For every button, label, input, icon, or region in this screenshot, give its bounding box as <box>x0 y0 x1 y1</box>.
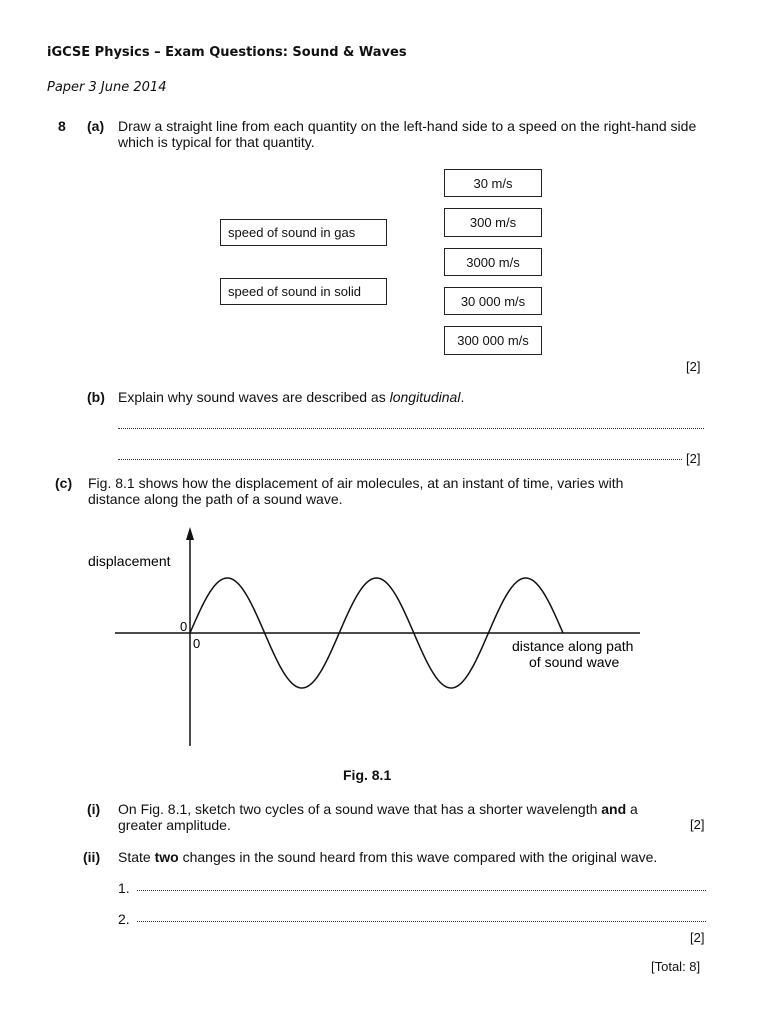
left-box-solid: speed of sound in solid <box>220 278 387 305</box>
paper-subtitle: Paper 3 June 2014 <box>47 80 167 95</box>
x-axis-label-line1: distance along path <box>512 638 634 654</box>
sub-ii-text-end: changes in the sound heard from this wave compared with the original wave. <box>178 849 658 865</box>
part-b-marks: [2] <box>686 451 701 466</box>
x-origin-label: 0 <box>193 636 201 651</box>
y-axis-label: displacement <box>88 553 171 569</box>
answer-label-2: 2. <box>118 911 130 927</box>
right-box-30000: 30 000 m/s <box>444 287 542 315</box>
sub-i-marks: [2] <box>690 817 705 832</box>
part-c-label: (c) <box>55 475 73 491</box>
x-axis-label-line2: of sound wave <box>529 654 620 670</box>
header-title: iGCSE Physics – Exam Questions: Sound & Waves <box>47 45 407 60</box>
sub-ii-text-start: State <box>118 849 155 865</box>
sub-i-text-line1 <box>118 801 638 817</box>
part-b-text-italic: longitudinal <box>389 389 461 405</box>
part-a-text-line2: which is typical for that quantity. <box>118 134 315 150</box>
sub-i-text-end: a <box>626 801 638 817</box>
part-c-text-line2: distance along the path of a sound wave. <box>88 491 343 507</box>
part-a-text-line1: Draw a straight line from each quantity on the left-hand side to a speed on the right-hand side <box>118 118 697 134</box>
sub-ii-text-bold: two <box>154 849 179 865</box>
part-a-marks: [2] <box>686 359 701 374</box>
total-marks: [Total: 8] <box>651 959 701 974</box>
sub-i-text-start: On Fig. 8.1, sketch two cycles of a sound wave that has a shorter wavelength <box>118 801 602 817</box>
sub-ii-marks: [2] <box>690 930 705 945</box>
right-box-300000: 300 000 m/s <box>444 326 542 355</box>
right-box-300: 300 m/s <box>444 208 542 237</box>
part-b-text-start: Explain why sound waves are described as <box>118 389 390 405</box>
sub-i-text-line2: greater amplitude. <box>118 817 231 833</box>
left-box-gas: speed of sound in gas <box>220 219 387 246</box>
part-c-text-line1: Fig. 8.1 shows how the displacement of air molecules, at an instant of time, varies with <box>88 475 624 491</box>
y-axis-arrow <box>186 527 194 540</box>
part-b-text-end: . <box>460 389 465 405</box>
right-box-30: 30 m/s <box>444 169 542 197</box>
sub-ii-answer-line-1[interactable] <box>137 880 706 891</box>
part-a-label: (a) <box>87 118 105 134</box>
right-box-3000: 3000 m/s <box>444 248 542 276</box>
sub-ii-label: (ii) <box>83 849 101 865</box>
sub-ii-text <box>118 849 657 865</box>
question-number: 8 <box>58 118 66 134</box>
y-origin-label: 0 <box>180 619 188 634</box>
figure-caption: Fig. 8.1 <box>343 767 392 783</box>
part-b-label: (b) <box>87 389 105 405</box>
sub-i-text-bold: and <box>601 801 627 817</box>
sub-ii-answer-line-2[interactable] <box>137 911 706 922</box>
answer-label-1: 1. <box>118 880 130 896</box>
sub-i-label: (i) <box>87 801 101 817</box>
